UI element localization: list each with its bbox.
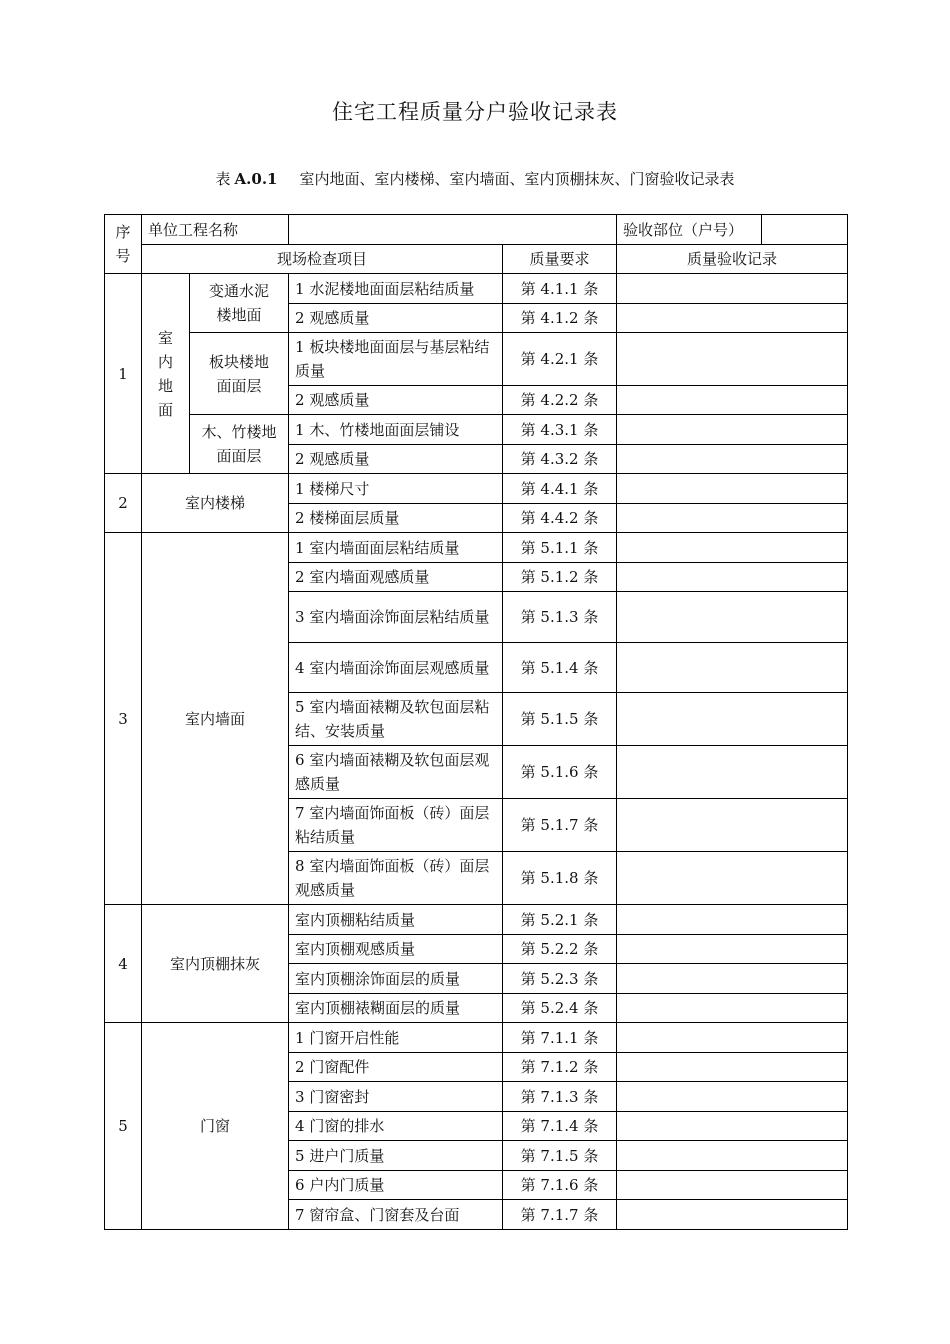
- item-text: 4 室内墙面涂饰面层观感质量: [289, 643, 503, 693]
- item-requirement: 第 5.2.3 条: [503, 964, 617, 994]
- section-number: 4: [105, 905, 142, 1023]
- item-record-cell[interactable]: [617, 592, 848, 643]
- item-text: 1 门窗开启性能: [289, 1023, 503, 1053]
- caption-text: 室内地面、室内楼梯、室内墙面、室内顶棚抹灰、门窗验收记录表: [299, 170, 735, 188]
- item-text: 3 室内墙面涂饰面层粘结质量: [289, 592, 503, 643]
- item-requirement: 第 4.1.2 条: [503, 304, 617, 333]
- item-text: 2 观感质量: [289, 445, 503, 474]
- item-text: 2 室内墙面观感质量: [289, 563, 503, 592]
- section-name-char: 室: [157, 328, 173, 347]
- item-record-cell[interactable]: [617, 1200, 848, 1230]
- item-text: 7 室内墙面饰面板（砖）面层粘结质量: [289, 799, 503, 852]
- table-caption: [0, 168, 950, 189]
- item-text: 1 室内墙面面层粘结质量: [289, 533, 503, 563]
- seq-header-char: 序: [115, 223, 131, 241]
- section-name: 室内墙面: [142, 533, 289, 905]
- item-record-cell[interactable]: [617, 563, 848, 592]
- item-text: 7 窗帘盒、门窗套及台面: [289, 1200, 503, 1230]
- item-text: 5 室内墙面裱糊及软包面层粘结、安装质量: [289, 693, 503, 746]
- item-text: 1 楼梯尺寸: [289, 474, 503, 504]
- section-name: 室内顶棚抹灰: [142, 905, 289, 1023]
- item-requirement: 第 7.1.2 条: [503, 1053, 617, 1082]
- section-name: 室内楼梯: [142, 474, 289, 533]
- item-requirement: 第 4.3.1 条: [503, 415, 617, 445]
- item-record-cell[interactable]: [617, 1053, 848, 1082]
- item-text: 5 进户门质量: [289, 1141, 503, 1171]
- item-text: 1 木、竹楼地面面层铺设: [289, 415, 503, 445]
- item-requirement: 第 4.2.1 条: [503, 333, 617, 386]
- inspection-record-table: [104, 214, 848, 1230]
- section-name-char: 内: [157, 352, 173, 371]
- item-record-cell[interactable]: [617, 746, 848, 799]
- item-requirement: 第 5.2.4 条: [503, 994, 617, 1023]
- item-requirement: 第 7.1.5 条: [503, 1141, 617, 1171]
- item-record-cell[interactable]: [617, 474, 848, 504]
- unit-name-label: 单位工程名称: [142, 215, 289, 245]
- item-requirement: 第 5.2.1 条: [503, 905, 617, 935]
- item-requirement: 第 5.1.4 条: [503, 643, 617, 693]
- item-text: 2 门窗配件: [289, 1053, 503, 1082]
- item-requirement: 第 7.1.1 条: [503, 1023, 617, 1053]
- item-record-cell[interactable]: [617, 504, 848, 533]
- item-text: 8 室内墙面饰面板（砖）面层观感质量: [289, 852, 503, 905]
- item-text: 1 水泥楼地面面层粘结质量: [289, 274, 503, 304]
- item-requirement: 第 5.1.5 条: [503, 693, 617, 746]
- item-requirement: 第 5.2.2 条: [503, 935, 617, 964]
- seq-header: [105, 215, 142, 274]
- item-requirement: 第 4.3.2 条: [503, 445, 617, 474]
- item-record-cell[interactable]: [617, 1112, 848, 1141]
- subgroup-label-line: 变通水泥: [209, 282, 270, 300]
- item-record-cell[interactable]: [617, 533, 848, 563]
- subgroup-label-line: 板块楼地: [209, 352, 270, 371]
- item-text: 3 门窗密封: [289, 1082, 503, 1112]
- item-record-cell[interactable]: [617, 964, 848, 994]
- item-text: 室内顶棚粘结质量: [289, 905, 503, 935]
- item-record-cell[interactable]: [617, 852, 848, 905]
- subgroup-label: [190, 415, 289, 474]
- section-name-vertical: [142, 274, 190, 474]
- item-text: 6 室内墙面裱糊及软包面层观感质量: [289, 746, 503, 799]
- subgroup-label-line: 面面层: [216, 447, 262, 465]
- item-record-cell[interactable]: [617, 935, 848, 964]
- item-record-cell[interactable]: [617, 333, 848, 386]
- item-requirement: 第 5.1.8 条: [503, 852, 617, 905]
- col-header-requirement: 质量要求: [503, 245, 617, 274]
- section-name-char: 地: [157, 376, 173, 395]
- caption-number: A.0.1: [234, 170, 278, 188]
- item-text: 2 观感质量: [289, 304, 503, 333]
- subgroup-label-line: 楼地面: [216, 306, 262, 324]
- item-requirement: 第 4.4.2 条: [503, 504, 617, 533]
- subgroup-label: [190, 274, 289, 333]
- item-record-cell[interactable]: [617, 304, 848, 333]
- item-requirement: 第 5.1.3 条: [503, 592, 617, 643]
- item-requirement: 第 5.1.2 条: [503, 563, 617, 592]
- seq-header-char: 号: [115, 247, 131, 265]
- item-record-cell[interactable]: [617, 994, 848, 1023]
- item-record-cell[interactable]: [617, 905, 848, 935]
- item-requirement: 第 7.1.6 条: [503, 1171, 617, 1200]
- item-text: 室内顶棚观感质量: [289, 935, 503, 964]
- item-record-cell[interactable]: [617, 643, 848, 693]
- item-record-cell[interactable]: [617, 386, 848, 415]
- subgroup-label-line: 木、竹楼地: [201, 423, 277, 441]
- section-number: 2: [105, 474, 142, 533]
- item-record-cell[interactable]: [617, 693, 848, 746]
- item-text: 2 观感质量: [289, 386, 503, 415]
- item-text: 室内顶棚裱糊面层的质量: [289, 994, 503, 1023]
- col-header-item: 现场检查项目: [142, 245, 503, 274]
- item-record-cell[interactable]: [617, 445, 848, 474]
- item-text: 2 楼梯面层质量: [289, 504, 503, 533]
- item-text: 室内顶棚涂饰面层的质量: [289, 964, 503, 994]
- item-record-cell[interactable]: [617, 1082, 848, 1112]
- item-requirement: 第 7.1.3 条: [503, 1082, 617, 1112]
- item-text: 1 板块楼地面面层与基层粘结质量: [289, 333, 503, 386]
- item-requirement: 第 4.2.2 条: [503, 386, 617, 415]
- item-record-cell[interactable]: [617, 799, 848, 852]
- item-requirement: 第 4.1.1 条: [503, 274, 617, 304]
- document-title: 住宅工程质量分户验收记录表: [332, 100, 618, 124]
- item-requirement: 第 5.1.1 条: [503, 533, 617, 563]
- section-number: 1: [105, 274, 142, 474]
- item-record-cell[interactable]: [617, 274, 848, 304]
- section-name-char: 面: [157, 400, 173, 419]
- caption-prefix: 表: [215, 170, 231, 188]
- section-number: 5: [105, 1023, 142, 1230]
- item-text: 4 门窗的排水: [289, 1112, 503, 1141]
- item-record-cell[interactable]: [617, 415, 848, 445]
- item-record-cell[interactable]: [617, 1023, 848, 1053]
- subgroup-label: [190, 333, 289, 415]
- item-text: 6 户内门质量: [289, 1171, 503, 1200]
- item-record-cell[interactable]: [617, 1141, 848, 1171]
- item-requirement: 第 7.1.4 条: [503, 1112, 617, 1141]
- location-label: 验收部位（户号）: [617, 215, 762, 245]
- item-requirement: 第 5.1.6 条: [503, 746, 617, 799]
- location-field[interactable]: [762, 215, 848, 245]
- item-record-cell[interactable]: [617, 1171, 848, 1200]
- unit-name-field[interactable]: [289, 215, 617, 245]
- item-requirement: 第 5.1.7 条: [503, 799, 617, 852]
- subgroup-label-line: 面面层: [216, 376, 262, 395]
- col-header-record: 质量验收记录: [617, 245, 848, 274]
- item-requirement: 第 4.4.1 条: [503, 474, 617, 504]
- item-requirement: 第 7.1.7 条: [503, 1200, 617, 1230]
- section-name: 门窗: [142, 1023, 289, 1230]
- section-number: 3: [105, 533, 142, 905]
